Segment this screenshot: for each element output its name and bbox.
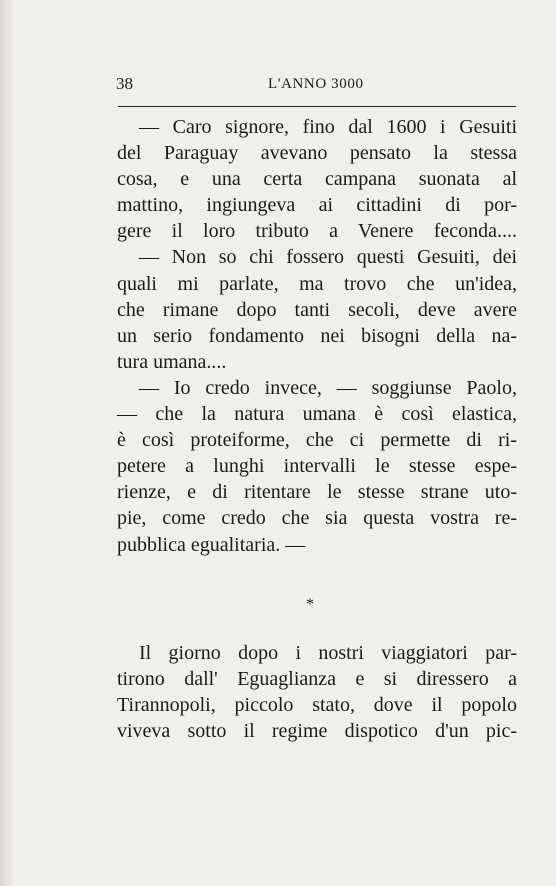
text-line: che rimane dopo tanti secoli, deve avere	[117, 298, 517, 321]
text-line: viveva sotto il regime dispotico d'un pic-	[117, 720, 517, 743]
text-line: tirono dall' Eguaglianza e si diressero a	[117, 668, 517, 691]
header-rule	[118, 106, 516, 107]
text-line: — Caro signore, fino dal 1600 i Gesuiti	[139, 116, 517, 138]
text-line: — Non so chi fossero questi Gesuiti, dei	[139, 246, 517, 269]
text-line: cosa, e una certa campana suonata al	[117, 168, 517, 191]
text-line: tura umana....	[117, 350, 227, 373]
text-line: — che la natura umana è così elastica,	[117, 403, 517, 426]
narrative-block	[117, 640, 517, 744]
text-line: quali mi parlate, ma trovo che un'idea,	[117, 272, 517, 295]
page-header	[116, 74, 516, 98]
text-line: petere a lunghi intervalli le stesse espe-	[117, 455, 517, 478]
text-line: è così proteiforme, che ci permette di ri-	[117, 429, 517, 452]
text-line: Il giorno dopo i nostri viaggiatori par-	[139, 642, 517, 664]
text-line: gere il loro tributo a Venere feconda....	[117, 220, 517, 243]
text-line: pie, come credo che sia questa vostra re-	[117, 507, 517, 530]
section-separator: *	[306, 596, 314, 613]
page-edge-shadow	[0, 0, 14, 886]
text-line: rienze, e di ritentare le stesse strane uto-	[117, 481, 517, 504]
text-line: un serio fondamento nei bisogni della na-	[117, 324, 517, 347]
text-line: pubblica egualitaria. —	[117, 533, 306, 556]
page-number: 38	[116, 74, 133, 93]
text-line: del Paraguay avevano pensato la stessa	[117, 142, 517, 165]
text-line: Tirannopoli, piccolo stato, dove il popolo	[117, 694, 517, 717]
text-line: mattino, ingiungeva ai cittadini di por-	[117, 194, 517, 217]
running-title: L'ANNO 3000	[268, 76, 364, 92]
dialogue-block	[117, 114, 517, 558]
text-line: — Io credo invece, — soggiunse Paolo,	[139, 376, 517, 399]
